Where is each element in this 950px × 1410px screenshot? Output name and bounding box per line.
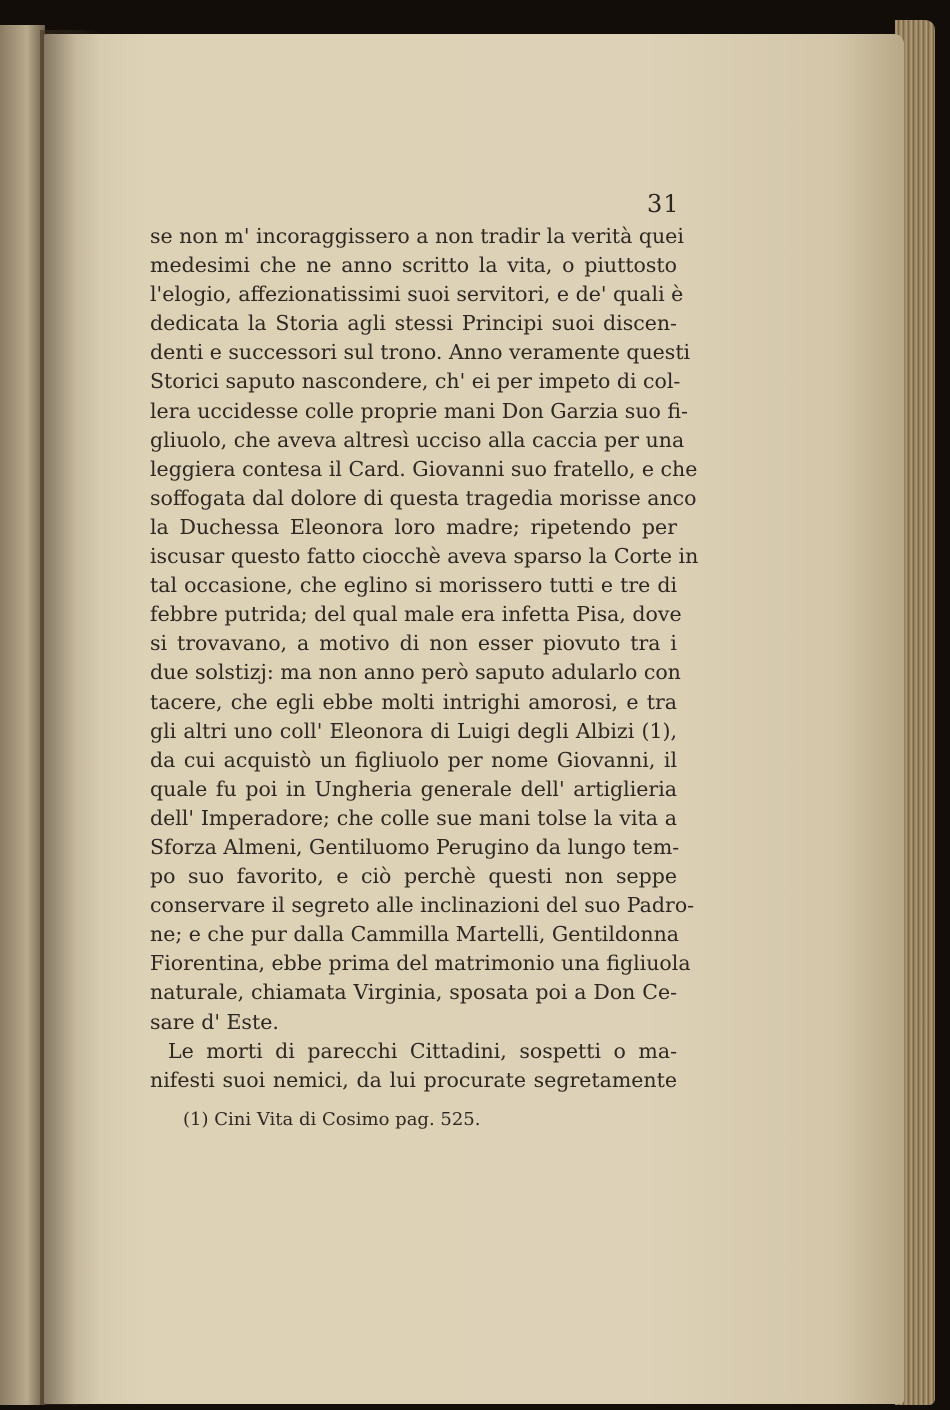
text-line: denti e successori sul trono. Anno veramente questi — [150, 340, 691, 365]
text-line: naturale, chiamata Virginia, sposata poi a Don Ce- — [150, 980, 677, 1005]
footnote: (1) Cini Vita di Cosimo pag. 525. — [183, 1109, 481, 1130]
text-line: Fiorentina, ebbe prima del matrimonio una figliuola — [150, 951, 691, 976]
text-line: Sforza Almeni, Gentiluomo Perugino da lungo tem- — [150, 834, 680, 859]
spine-shadow — [40, 30, 100, 1405]
text-line: leggiera contesa il Card. Giovanni suo fratello, e che — [150, 456, 698, 481]
text-line: ne; e che pur dalla Cammilla Martelli, Gentildonna — [150, 922, 680, 947]
text-line: sare d' Este. — [150, 1009, 279, 1034]
page-number: 31 — [647, 190, 680, 218]
text-line: Le morti di parecchi Cittadini, sospetti o ma- — [168, 1038, 677, 1063]
text-line: due solstizj: ma non anno però saputo adularlo con — [150, 660, 681, 685]
text-line: febbre putrida; del qual male era infetta Pisa, dove — [150, 602, 682, 627]
text-line: quale fu poi in Ungheria generale dell' artiglieria — [150, 776, 677, 801]
text-line: gli altri uno coll' Eleonora di Luigi degli Albizi (1), — [150, 718, 677, 743]
text-line: conservare il segreto alle inclinazioni del suo Padro- — [150, 893, 695, 918]
text-line: dell' Imperadore; che colle sue mani tolse la vita a — [150, 805, 677, 830]
text-line: gliuolo, che aveva altresì ucciso alla caccia per una — [150, 427, 685, 452]
text-line: se non m' incoraggissero a non tradir la verità quei — [150, 224, 684, 248]
text-line: medesimi che ne anno scritto la vita, o piuttosto — [150, 253, 677, 278]
text-line: tal occasione, che eglino si morissero tutti e tre di — [150, 573, 677, 598]
text-line: la Duchessa Eleonora loro madre; ripetendo per — [150, 514, 677, 539]
text-line: soffogata dal dolore di questa tragedia morisse anco — [150, 485, 697, 510]
text-line: iscusar questo fatto ciocchè aveva sparso la Corte in — [150, 544, 699, 569]
text-line: dedicata la Storia agli stessi Principi suoi discen- — [150, 311, 677, 336]
text-line: po suo favorito, e ciò perchè questi non seppe — [150, 864, 677, 889]
text-line: l'elogio, affezionatissimi suoi servitori, e de' quali è — [150, 282, 684, 307]
body-text — [150, 222, 699, 1095]
text-line: Storici saputo nascondere, ch' ei per impeto di col- — [150, 369, 681, 394]
text-line: tacere, che egli ebbe molti intrighi amorosi, e tra — [150, 689, 677, 714]
text-line: nifesti suoi nemici, da lui procurate segretamente — [150, 1067, 677, 1092]
text-line: si trovavano, a motivo di non esser piovuto tra i — [150, 631, 677, 656]
text-line: lera uccidesse colle proprie mani Don Garzia suo fi- — [150, 398, 688, 423]
text-line: da cui acquistò un figliuolo per nome Giovanni, il — [150, 747, 677, 772]
facing-page-edge — [0, 25, 45, 1405]
